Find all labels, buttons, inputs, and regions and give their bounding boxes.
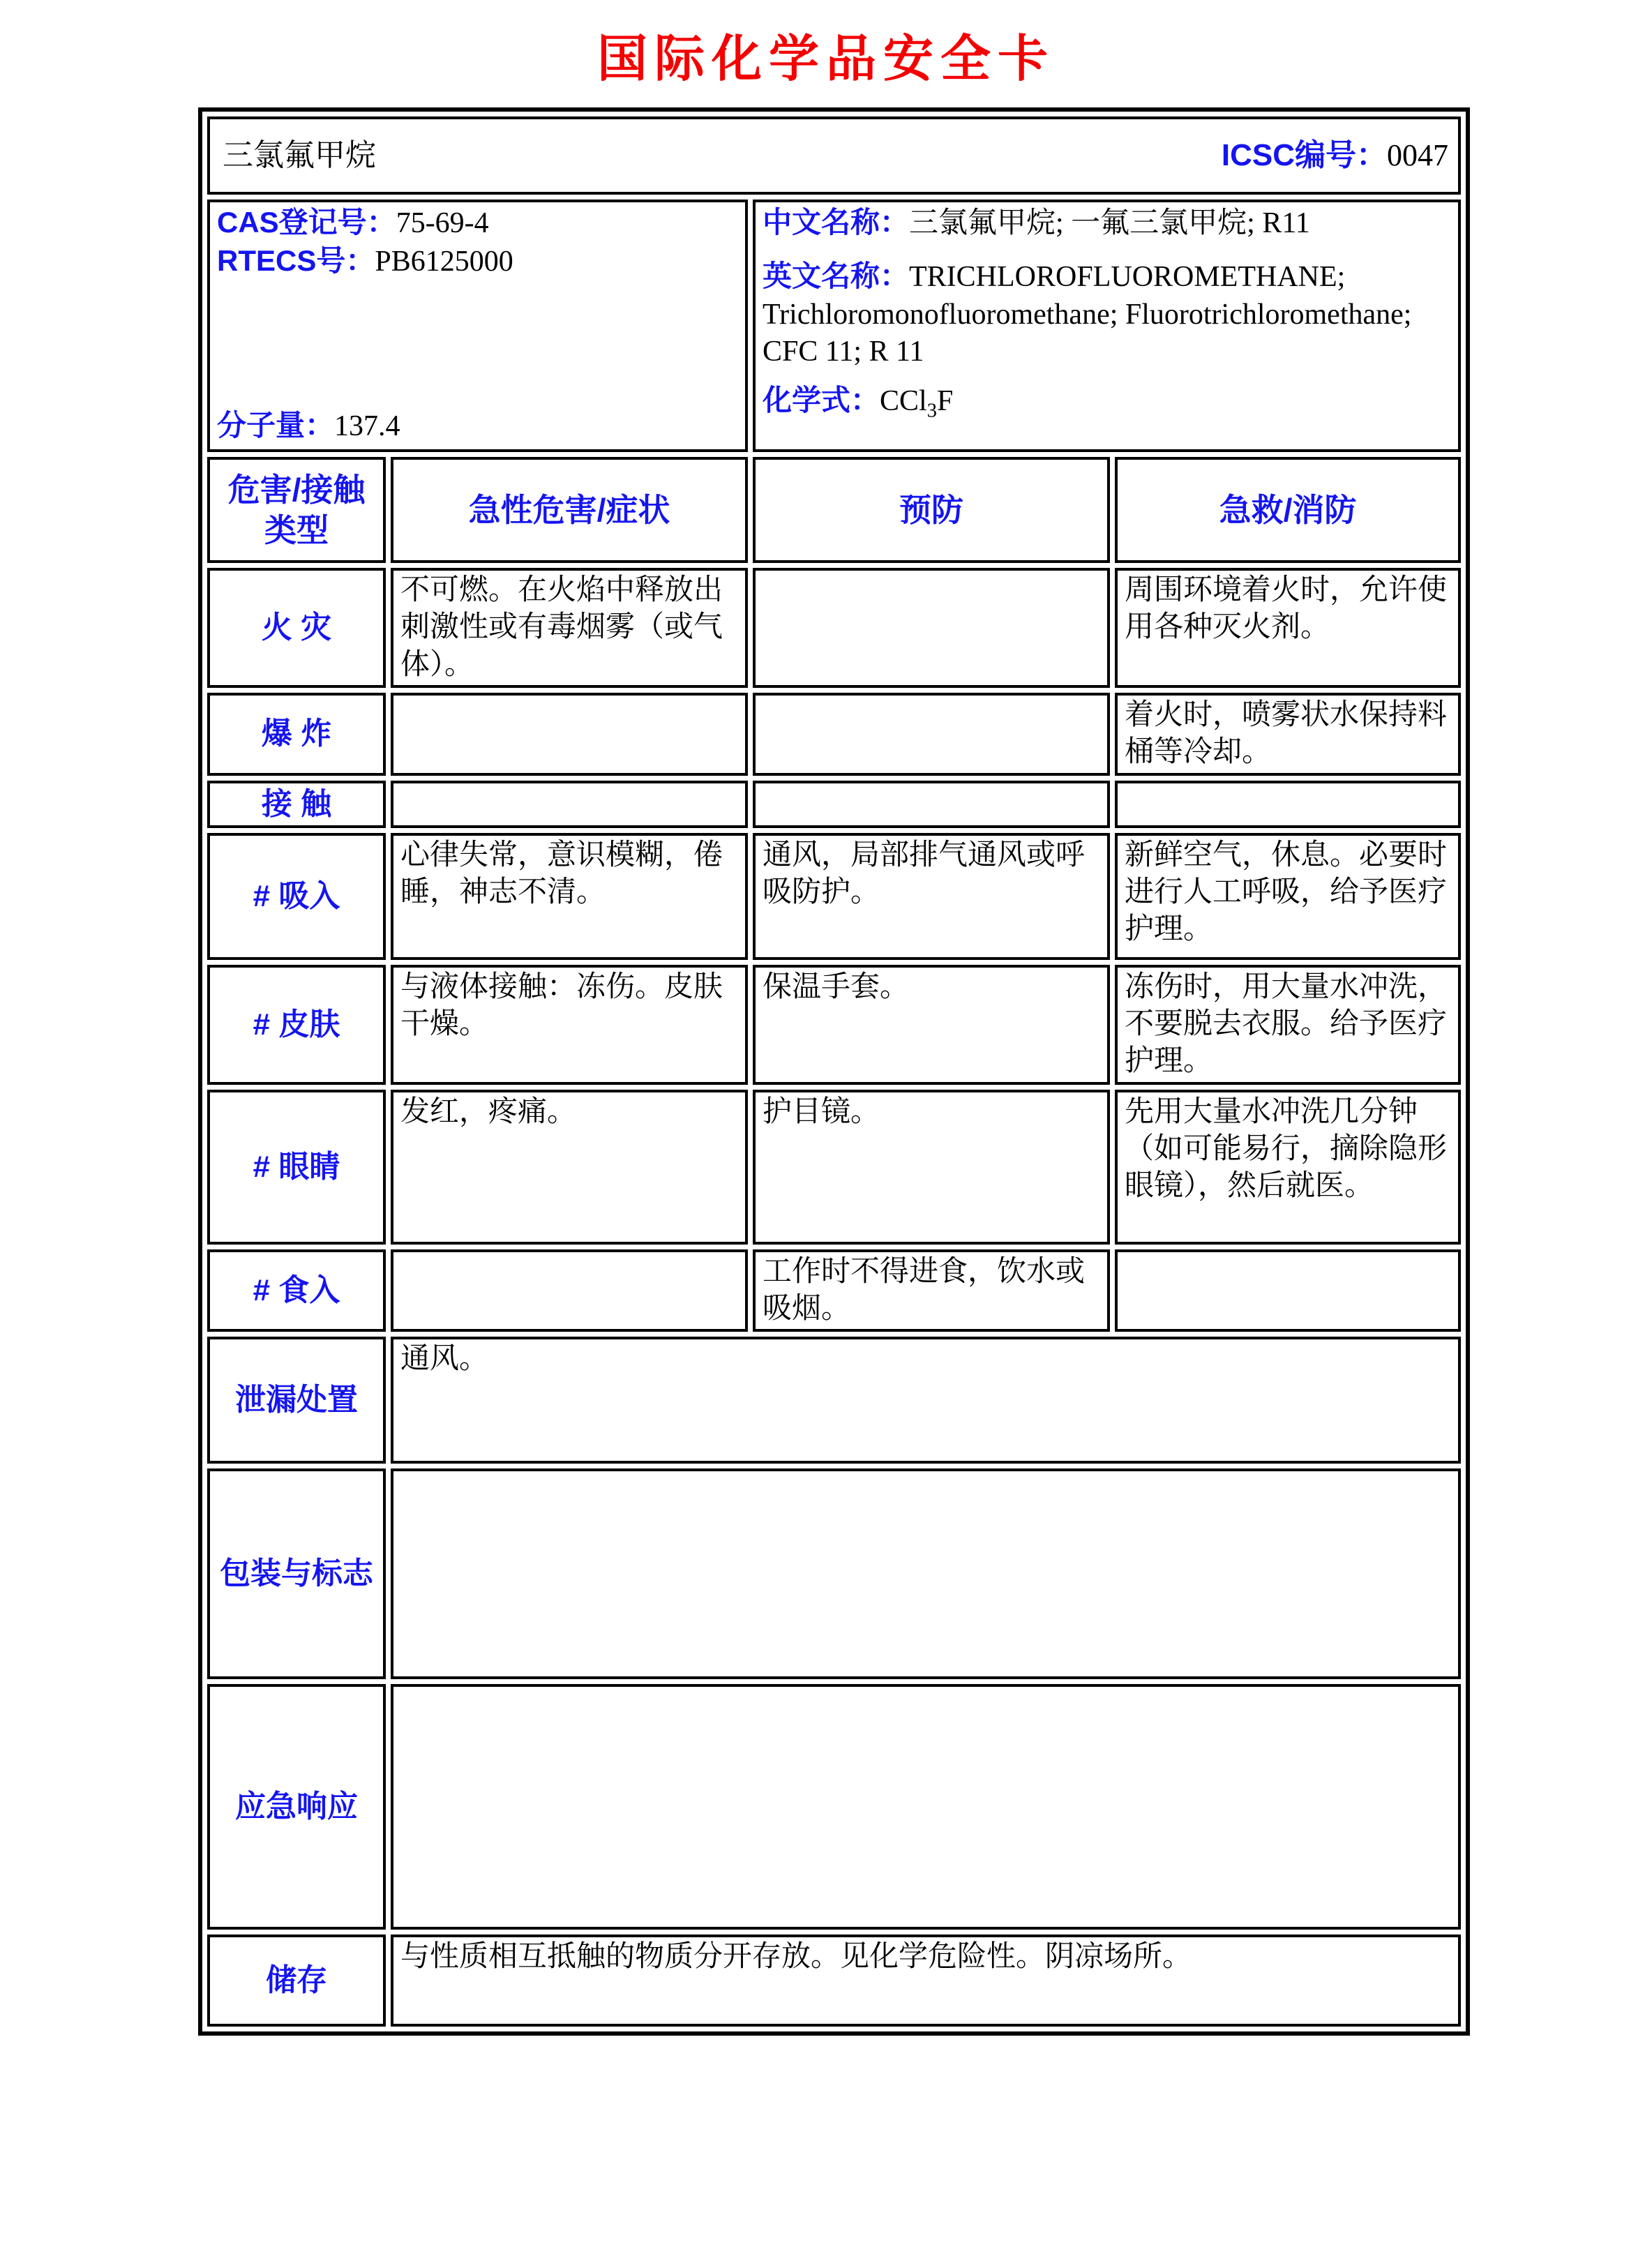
- rtecs-label: RTECS号：: [217, 244, 375, 278]
- cas-label: CAS登记号：: [217, 206, 396, 239]
- eyes-symptoms: 发红，疼痛。: [391, 1090, 748, 1245]
- page-title: 国际化学品安全卡: [596, 31, 1055, 87]
- molecular-weight-value: 137.4: [334, 410, 400, 442]
- section-content-emergency: [391, 1684, 1461, 1930]
- fire-first-aid: 周围环境着火时，允许使用各种灭火剂。: [1115, 568, 1461, 688]
- skin-symptoms: 与液体接触：冻伤。皮肤干燥。: [391, 965, 748, 1085]
- section-content-packaging: [391, 1468, 1461, 1679]
- row-label-skin: # 皮肤: [207, 965, 386, 1085]
- chinese-name-line: [763, 204, 1451, 242]
- row-label-ingestion: # 食入: [207, 1249, 386, 1332]
- section-label-spill: 泄漏处置: [207, 1337, 386, 1464]
- substance-header-cell: [207, 117, 1461, 195]
- section-label-emergency: 应急响应: [207, 1684, 386, 1930]
- rtecs-line: [217, 242, 738, 280]
- ingestion-symptoms: [391, 1249, 748, 1332]
- hazard-row-explosion: [207, 693, 1461, 776]
- section-label-storage: 储存: [207, 1934, 386, 2027]
- identifiers-row: [207, 200, 1461, 452]
- hazard-row-inhalation: [207, 833, 1461, 960]
- row-label-explosion: 爆 炸: [207, 693, 386, 776]
- table-header-row: [207, 457, 1461, 563]
- english-name-value: TRICHLOROFLUOROMETHANE; Trichloromonofluoromethane; Fluorotrichloromethane; CFC 11; R 11: [763, 261, 1412, 368]
- explosion-symptoms: [391, 693, 748, 776]
- rtecs-value: PB6125000: [375, 246, 513, 278]
- hazard-row-ingestion: [207, 1249, 1461, 1332]
- row-label-eyes: # 眼睛: [207, 1090, 386, 1245]
- formula-label: 化学式：: [763, 384, 880, 417]
- inhalation-symptoms: 心律失常，意识模糊，倦睡，神志不清。: [391, 833, 748, 960]
- fire-prevention: [753, 568, 1110, 688]
- hazard-row-eyes: [207, 1090, 1461, 1245]
- formula-line: [763, 382, 1451, 424]
- skin-prevention: 保温手套。: [753, 965, 1110, 1085]
- molecular-weight-line: [217, 407, 738, 445]
- eyes-prevention: 护目镜。: [753, 1090, 1110, 1245]
- identifiers-left-cell: [207, 200, 748, 452]
- english-name-label: 英文名称：: [763, 260, 910, 293]
- formula-value: CCl$_3$F: [880, 385, 954, 422]
- cas-line: [217, 204, 738, 242]
- section-row-packaging: [207, 1468, 1461, 1679]
- section-row-spill: [207, 1337, 1461, 1464]
- substance-header-row: [207, 117, 1461, 195]
- header-hazard-type: 危害/接触 类型: [207, 457, 386, 563]
- ingestion-prevention: 工作时不得进食，饮水或吸烟。: [753, 1249, 1110, 1332]
- fire-symptoms: 不可燃。在火焰中释放出刺激性或有毒烟雾（或气体）。: [391, 568, 748, 688]
- contact-symptoms: [391, 781, 748, 828]
- header-symptoms: 急性危害/症状: [391, 457, 748, 563]
- contact-first-aid: [1115, 781, 1461, 828]
- hazard-row-contact: [207, 781, 1461, 828]
- inhalation-first-aid: 新鲜空气，休息。必要时进行人工呼吸，给予医疗护理。: [1115, 833, 1461, 960]
- explosion-first-aid: 着火时，喷雾状水保持料桶等冷却。: [1115, 693, 1461, 776]
- header-first-aid: 急救/消防: [1115, 457, 1461, 563]
- section-row-emergency: [207, 1684, 1461, 1930]
- hazard-row-fire: [207, 568, 1461, 688]
- substance-name: 三氯氟甲烷: [223, 138, 376, 173]
- header-prevention: 预防: [753, 457, 1110, 563]
- icsc-number: 0047: [1387, 138, 1448, 173]
- section-content-storage: 与性质相互抵触的物质分开存放。见化学危险性。阴凉场所。: [391, 1934, 1461, 2027]
- row-label-inhalation: # 吸入: [207, 833, 386, 960]
- section-label-packaging: 包装与标志: [207, 1468, 386, 1679]
- section-row-storage: [207, 1934, 1461, 2027]
- row-label-contact: 接 触: [207, 781, 386, 828]
- cas-value: 75-69-4: [396, 207, 489, 239]
- inhalation-prevention: 通风，局部排气通风或呼吸防护。: [753, 833, 1110, 960]
- icsc-number-group: [1222, 136, 1451, 175]
- chinese-name-label: 中文名称：: [763, 206, 910, 239]
- contact-prevention: [753, 781, 1110, 828]
- skin-first-aid: 冻伤时，用大量水冲洗，不要脱去衣服。给予医疗护理。: [1115, 965, 1461, 1085]
- eyes-first-aid: 先用大量水冲洗几分钟（如可能易行，摘除隐形眼镜），然后就医。: [1115, 1090, 1461, 1245]
- section-content-spill: 通风。: [391, 1337, 1461, 1464]
- identifiers-right-cell: [753, 200, 1461, 452]
- hazard-row-skin: [207, 965, 1461, 1085]
- molecular-weight-label: 分子量：: [217, 408, 335, 442]
- row-label-fire: 火 灾: [207, 568, 386, 688]
- ingestion-first-aid: [1115, 1249, 1461, 1332]
- icsc-label: ICSC编号：: [1221, 138, 1387, 173]
- chinese-name-value: 三氯氟甲烷; 一氟三氯甲烷; R11: [909, 207, 1310, 239]
- explosion-prevention: [753, 693, 1110, 776]
- safety-card-table: [198, 107, 1470, 2036]
- english-name-line: [763, 257, 1451, 370]
